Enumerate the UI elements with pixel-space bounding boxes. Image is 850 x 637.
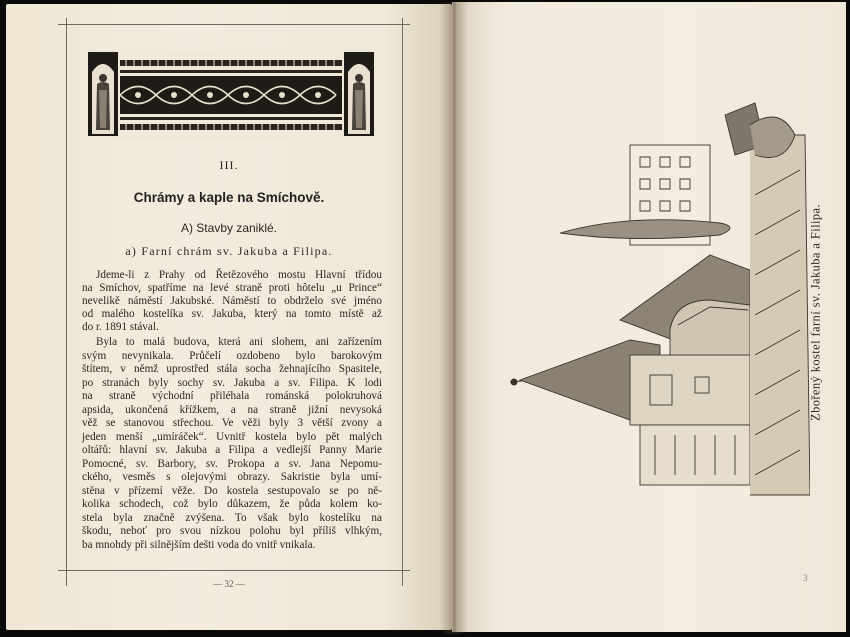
body-line: věž se stanovou střechou. Ve věži byly 3 větší zvony a [82, 417, 382, 429]
body-line: oltářů: hlavní sv. Jakuba a Filipa a vedlejší Panny Marie [82, 444, 382, 456]
body-line: po stranách byly sochy sv. Jakuba a sv. Filipa. K lodi [82, 377, 382, 389]
frame-rule-top [58, 24, 410, 25]
book-gutter [440, 2, 468, 634]
subsection-title: a) Farní chrám sv. Jakuba a Filipa. [125, 244, 333, 258]
image-caption: Zbořený kostel farní sv. Jakuba a Filipa. [808, 204, 823, 421]
body-line: ckého, vesměs s olejovými obrazy. Sakristie byla umí- [82, 471, 382, 483]
section-title: A) Stavby zaniklé. [180, 221, 278, 235]
body-line: na straně východní přiléhala románská polokruhová [82, 390, 382, 402]
body-line: na Smíchov, spatříme na levé straně proti hôtelu „u Prince“ [82, 282, 382, 294]
chapter-numeral: III. [219, 158, 239, 172]
body-line: Pomocné, sv. Barbory, sv. Prokopa a sv. Jana Nepomu- [82, 458, 382, 470]
body-line: apsida, ukončená křížkem, a na straně jižní nevysoká [82, 404, 382, 416]
body-line: od malého kostelíka sv. Jakuba, který na tomto místě až [82, 308, 382, 320]
body-line: Jdeme-li z Prahy od Řetězového mostu Hlavní třídou [96, 269, 382, 281]
frame-rule-left [66, 18, 67, 586]
ornament-headpiece-image [86, 50, 376, 140]
church-engraving-image [510, 95, 810, 500]
body-line: kolika schodech, což bylo důkazem, že půda kolem ko- [82, 498, 382, 510]
frame-rule-right [402, 18, 403, 586]
frame-rule-bottom [58, 570, 410, 571]
body-line: škodu, neboť pro svou nízkou polohu byl příliš vlhkým, [82, 525, 382, 537]
chapter-title: Chrámy a kaple na Smíchově. [133, 190, 325, 205]
page-number: — 32 — [213, 579, 245, 589]
body-line: do r. 1891 stával. [82, 321, 159, 333]
body-line: Byla to malá budova, která ani slohem, ani zařízením [96, 336, 382, 348]
body-line: nevelikě náměstí Jakubské. Náměstí to obdrželo své jméno [82, 295, 382, 307]
body-line: stela byla značně zvýšena. To však bylo kostelíku na [82, 512, 382, 524]
page-number: 3 [803, 573, 808, 583]
body-line: štítem, v němž uprostřed stála socha žehnajícího Spasitele, [82, 363, 382, 375]
body-line: svým nevynikala. Průčelí ozdobeno bylo barokovým [82, 350, 382, 362]
body-line: jeden menší „umíráček“. Uvnitř kostela bylo pět malých [82, 431, 382, 443]
body-line: stěna v přízemí věže. Do kostela sestupovalo se po ně- [82, 485, 382, 497]
body-line: ba mnohdy při silnějším dešti voda do vnitř vnikala. [82, 539, 316, 551]
